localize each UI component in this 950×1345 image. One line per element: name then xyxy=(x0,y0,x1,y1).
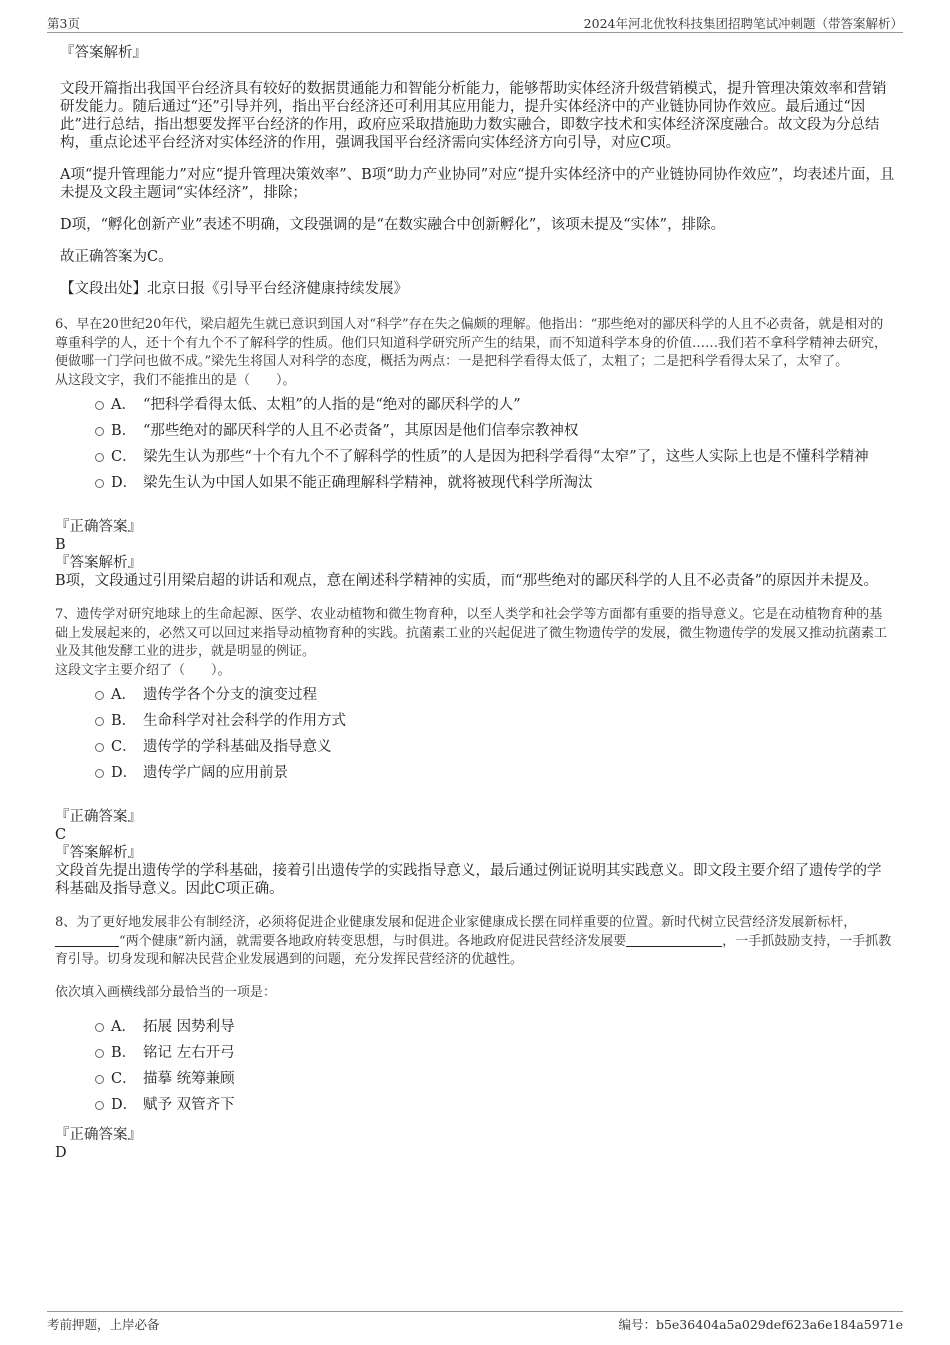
analysis-paragraph: D项，“孵化创新产业”表述不明确，文段强调的是“在数实融合中创新孵化”，该项未提及“实体”，排除。 xyxy=(60,217,726,233)
page-number: 第3页 xyxy=(47,16,80,31)
radio-icon[interactable] xyxy=(95,1101,104,1110)
question-stem: 6、早在20世纪20年代，梁启超先生就已意识到国人对“科学”存在失之偏颇的理解。他指出：“那些绝对的鄙厌科学的人且不必责备，就是相对的尊重科学的人，还十个有九个不了解科学的性质。他们只知道科学研究所产生的结果，而不知道科学本身的价值……我们若不拿科学精神去研究，便做哪一门学问也做不成。”梁先生将国人对科学的态度，概括为两点：一是把科学看得太低了，太粗了；二是把科学看得太呆了，太窄了。 xyxy=(55,317,888,369)
option-item[interactable]: B． “那些绝对的鄙厌科学的人且不必责备”，其原因是他们信奉宗教神权 xyxy=(95,422,895,440)
radio-icon[interactable] xyxy=(95,1049,104,1058)
correct-answer-label: 『正确答案』 xyxy=(55,809,142,825)
option-item[interactable]: C． 遗传学的学科基础及指导意义 xyxy=(95,738,895,756)
fill-blank xyxy=(55,934,119,947)
correct-answer-label: 『正确答案』 xyxy=(55,1127,142,1143)
option-list xyxy=(55,1018,895,1114)
option-item[interactable]: A． “把科学看得太低、太粗”的人指的是“绝对的鄙厌科学的人” xyxy=(95,396,895,414)
page-content xyxy=(55,44,895,1162)
analysis-label: 『答案解析』 xyxy=(60,45,147,61)
radio-icon[interactable] xyxy=(95,769,104,778)
option-list xyxy=(55,686,895,782)
page-header xyxy=(47,12,903,33)
radio-icon[interactable] xyxy=(95,401,104,410)
document-title: 2024年河北优牧科技集团招聘笔试冲刺题（带答案解析） xyxy=(583,16,903,31)
radio-icon[interactable] xyxy=(95,427,104,436)
question-7 xyxy=(55,606,895,898)
radio-icon[interactable] xyxy=(95,1023,104,1032)
fill-blank xyxy=(626,934,722,947)
correct-answer: B xyxy=(55,537,66,553)
option-item[interactable]: A． 拓展 因势利导 xyxy=(95,1018,895,1036)
q5-analysis xyxy=(55,44,895,298)
analysis-label: 『答案解析』 xyxy=(55,845,142,861)
source-citation: 【文段出处】北京日报《引导平台经济健康持续发展》 xyxy=(60,281,408,297)
question-ask: 依次填入画横线部分最恰当的一项是： xyxy=(55,984,277,1000)
correct-answer: C xyxy=(55,827,67,843)
option-item[interactable]: D． 遗传学广阔的应用前景 xyxy=(95,764,895,782)
option-item[interactable]: D． 赋予 双管齐下 xyxy=(95,1096,895,1114)
question-ask: 从这段文字，我们不能推出的是（ ）。 xyxy=(55,372,296,388)
option-list xyxy=(55,396,895,492)
radio-icon[interactable] xyxy=(95,717,104,726)
question-6 xyxy=(55,316,895,590)
question-stem: 7、遗传学对研究地球上的生命起源、医学、农业动植物和微生物育种，以至人类学和社会学等方面都有重要的指导意义。它是在动植物育种的基础上发展起来的，必然又可以回过来指导动植物育种的实践。抗菌素工业的兴起促进了微生物遗传学的发展，微生物遗传学的发展又推动抗菌素工业及其他发酵工业的进步，就是明显的例证。 xyxy=(55,607,888,659)
analysis-paragraph: A项“提升管理能力”对应“提升管理决策效率”、B项“助力产业协同”对应“提升实体经济中的产业链协同协作效应”，均表述片面，且未提及文段主题词“实体经济”，排除； xyxy=(60,167,895,201)
correct-answer: D xyxy=(55,1145,67,1161)
question-ask: 这段文字主要介绍了（ ）。 xyxy=(55,662,231,678)
document-id: 编号：b5e36404a5a029def623a6e184a5971e xyxy=(618,1317,903,1332)
radio-icon[interactable] xyxy=(95,479,104,488)
option-item[interactable]: A． 遗传学各个分支的演变过程 xyxy=(95,686,895,704)
question-stem: 8、为了更好地发展非公有制经济，必须将促进企业健康发展和促进企业家健康成长摆在同样重要的位置。新时代树立民营经济发展新标杆，“两个健康”新内涵，就需要各地政府转变思想，与时俱进。各地政府促进民营经济发展要 ，一手抓鼓励支持，一手抓教育引导。切身发现和解决民营企业发展遇到的问题，充分发挥民营经济的优越性。 xyxy=(55,915,892,967)
radio-icon[interactable] xyxy=(95,743,104,752)
option-item[interactable]: D． 梁先生认为中国人如果不能正确理解科学精神，就将被现代科学所淘汰 xyxy=(95,474,895,492)
correct-answer-label: 『正确答案』 xyxy=(55,519,142,535)
radio-icon[interactable] xyxy=(95,691,104,700)
analysis-label: 『答案解析』 xyxy=(55,555,142,571)
option-item[interactable]: B． 生命科学对社会科学的作用方式 xyxy=(95,712,895,730)
analysis-text: 文段首先提出遗传学的学科基础，接着引出遗传学的实践指导意义，最后通过例证说明其实践意义。即文段主要介绍了遗传学的学科基础及指导意义。因此C项正确。 xyxy=(55,863,882,897)
radio-icon[interactable] xyxy=(95,453,104,462)
option-item[interactable]: B． 铭记 左右开弓 xyxy=(95,1044,895,1062)
question-8 xyxy=(55,914,895,1162)
radio-icon[interactable] xyxy=(95,1075,104,1084)
option-item[interactable]: C． 描摹 统筹兼顾 xyxy=(95,1070,895,1088)
analysis-paragraph: 文段开篇指出我国平台经济具有较好的数据贯通能力和智能分析能力，能够帮助实体经济升级营销模式，提升管理决策效率和营销研发能力。随后通过“还”引导并列，指出平台经济还可利用其应用能力，提升实体经济中的产业链协同协作效应。最后通过“因此”进行总结，指出想要发挥平台经济的作用，政府应采取措施助力数实融合，即数字技术和实体经济深度融合。故文段为分总结构，重点论述平台经济对实体经济的作用，强调我国平台经济需向实体经济方向引导，对应C项。 xyxy=(60,81,887,151)
option-item[interactable]: C． 梁先生认为那些“十个有九个不了解科学的性质”的人是因为把科学看得“太窄”了，这些人实际上也是不懂科学精神 xyxy=(95,448,895,466)
footer-slogan: 考前押题，上岸必备 xyxy=(47,1317,160,1332)
analysis-text: B项，文段通过引用梁启超的讲话和观点，意在阐述科学精神的实质，而“那些绝对的鄙厌科学的人且不必责备”的原因并未提及。 xyxy=(55,573,878,589)
page-footer xyxy=(47,1311,903,1334)
analysis-conclusion: 故正确答案为C。 xyxy=(60,249,173,265)
